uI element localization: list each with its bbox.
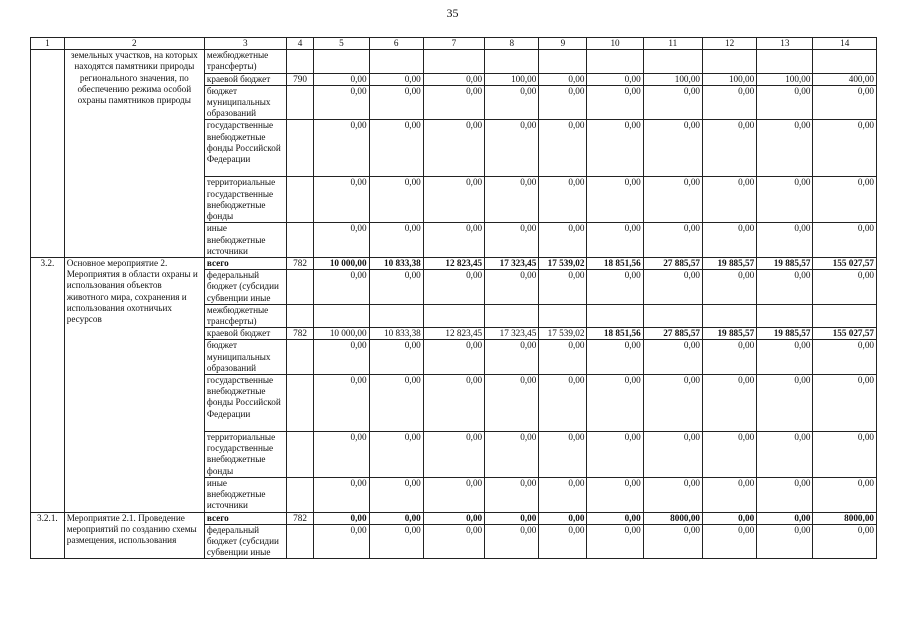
amount-cell: 0,00 — [587, 340, 643, 375]
amount-cell — [587, 304, 643, 327]
amount-cell: 0,00 — [587, 524, 643, 559]
funding-source: федеральный бюджет (субсидии субвенции иные — [204, 524, 286, 559]
amount-cell: 0,00 — [703, 120, 757, 177]
amount-cell: 0,00 — [643, 85, 702, 120]
amount-cell: 17 323,45 — [485, 328, 539, 340]
amount-cell: 155 027,57 — [813, 328, 877, 340]
amount-cell: 0,00 — [314, 85, 369, 120]
funding-source: государственные внебюджетные фонды Российской Федерации — [204, 375, 286, 432]
funding-source: всего — [204, 512, 286, 524]
amount-cell: 17 539,02 — [539, 328, 587, 340]
amount-cell: 0,00 — [369, 478, 423, 513]
amount-cell: 0,00 — [314, 524, 369, 559]
amount-cell: 19 885,57 — [703, 258, 757, 270]
amount-cell: 10 833,38 — [369, 258, 423, 270]
amount-cell: 0,00 — [643, 432, 702, 478]
amount-cell: 0,00 — [369, 524, 423, 559]
item-number — [31, 50, 65, 258]
amount-cell — [369, 50, 423, 73]
amount-cell: 0,00 — [539, 223, 587, 258]
amount-cell: 0,00 — [587, 73, 643, 85]
amount-cell: 19 885,57 — [757, 258, 813, 270]
funding-source: всего — [204, 258, 286, 270]
amount-cell: 0,00 — [369, 223, 423, 258]
budget-code — [286, 270, 314, 305]
amount-cell: 0,00 — [643, 270, 702, 305]
column-header: 3 — [204, 38, 286, 50]
column-header: 10 — [587, 38, 643, 50]
amount-cell: 0,00 — [539, 177, 587, 223]
amount-cell: 100,00 — [643, 73, 702, 85]
amount-cell: 0,00 — [314, 375, 369, 432]
amount-cell: 8000,00 — [813, 512, 877, 524]
table-row — [31, 50, 877, 73]
amount-cell: 18 851,56 — [587, 258, 643, 270]
budget-code — [286, 340, 314, 375]
amount-cell: 0,00 — [703, 524, 757, 559]
amount-cell — [485, 50, 539, 73]
amount-cell: 27 885,57 — [643, 258, 702, 270]
amount-cell: 0,00 — [485, 524, 539, 559]
budget-code — [286, 85, 314, 120]
amount-cell: 0,00 — [643, 478, 702, 513]
amount-cell — [539, 50, 587, 73]
budget-code — [286, 177, 314, 223]
amount-cell: 19 885,57 — [703, 328, 757, 340]
funding-source: иные внебюджетные источники — [204, 223, 286, 258]
amount-cell: 27 885,57 — [643, 328, 702, 340]
amount-cell: 0,00 — [643, 177, 702, 223]
amount-cell: 0,00 — [369, 270, 423, 305]
amount-cell: 0,00 — [813, 340, 877, 375]
amount-cell: 0,00 — [643, 340, 702, 375]
amount-cell: 0,00 — [757, 340, 813, 375]
amount-cell: 0,00 — [757, 478, 813, 513]
page-number: 35 — [446, 6, 459, 20]
amount-cell: 0,00 — [369, 73, 423, 85]
amount-cell: 0,00 — [813, 375, 877, 432]
budget-code: 782 — [286, 328, 314, 340]
amount-cell: 0,00 — [314, 223, 369, 258]
budget-code — [286, 524, 314, 559]
funding-source: бюджет муниципальных образований — [204, 340, 286, 375]
funding-source: межбюджетные трансферты) — [204, 304, 286, 327]
funding-source: территориальные государственные внебюджетные фонды — [204, 177, 286, 223]
item-description: Основное мероприятие 2. Мероприятия в области охраны и использования объектов животного мира, сохранения и использования охотничьих ресурсов — [64, 258, 204, 513]
column-header: 12 — [703, 38, 757, 50]
amount-cell — [813, 50, 877, 73]
amount-cell: 0,00 — [485, 120, 539, 177]
amount-cell: 0,00 — [314, 340, 369, 375]
amount-cell: 0,00 — [539, 120, 587, 177]
column-header: 1 — [31, 38, 65, 50]
amount-cell: 0,00 — [423, 223, 484, 258]
column-header: 7 — [423, 38, 484, 50]
amount-cell — [587, 50, 643, 73]
column-header: 11 — [643, 38, 702, 50]
header-row — [31, 38, 877, 50]
amount-cell: 0,00 — [813, 270, 877, 305]
amount-cell: 0,00 — [485, 375, 539, 432]
amount-cell: 0,00 — [813, 223, 877, 258]
amount-cell: 400,00 — [813, 73, 877, 85]
amount-cell: 0,00 — [423, 85, 484, 120]
table-row — [31, 258, 877, 270]
amount-cell: 12 823,45 — [423, 328, 484, 340]
amount-cell — [757, 304, 813, 327]
amount-cell: 0,00 — [703, 432, 757, 478]
amount-cell: 100,00 — [485, 73, 539, 85]
amount-cell: 0,00 — [587, 85, 643, 120]
amount-cell — [813, 304, 877, 327]
amount-cell: 0,00 — [423, 177, 484, 223]
amount-cell — [423, 304, 484, 327]
amount-cell — [643, 50, 702, 73]
amount-cell: 0,00 — [485, 223, 539, 258]
amount-cell: 0,00 — [757, 512, 813, 524]
amount-cell: 0,00 — [314, 120, 369, 177]
amount-cell: 0,00 — [423, 375, 484, 432]
amount-cell: 0,00 — [423, 340, 484, 375]
amount-cell: 0,00 — [813, 85, 877, 120]
amount-cell: 0,00 — [757, 177, 813, 223]
funding-source: межбюджетные трансферты) — [204, 50, 286, 73]
amount-cell: 0,00 — [423, 432, 484, 478]
amount-cell: 155 027,57 — [813, 258, 877, 270]
amount-cell: 0,00 — [369, 375, 423, 432]
amount-cell: 0,00 — [643, 120, 702, 177]
column-header: 6 — [369, 38, 423, 50]
budget-code — [286, 375, 314, 432]
amount-cell: 0,00 — [757, 223, 813, 258]
column-header: 13 — [757, 38, 813, 50]
amount-cell: 0,00 — [587, 512, 643, 524]
amount-cell — [539, 304, 587, 327]
amount-cell: 0,00 — [314, 512, 369, 524]
amount-cell: 0,00 — [423, 120, 484, 177]
budget-code: 782 — [286, 258, 314, 270]
amount-cell — [485, 304, 539, 327]
amount-cell: 0,00 — [813, 120, 877, 177]
amount-cell: 0,00 — [314, 270, 369, 305]
amount-cell: 10 833,38 — [369, 328, 423, 340]
amount-cell: 0,00 — [703, 375, 757, 432]
amount-cell: 0,00 — [485, 432, 539, 478]
amount-cell — [314, 304, 369, 327]
column-header: 4 — [286, 38, 314, 50]
amount-cell: 0,00 — [369, 340, 423, 375]
amount-cell: 0,00 — [587, 177, 643, 223]
amount-cell: 0,00 — [813, 478, 877, 513]
table-row — [31, 512, 877, 524]
amount-cell: 0,00 — [813, 432, 877, 478]
amount-cell: 0,00 — [587, 478, 643, 513]
amount-cell: 0,00 — [423, 524, 484, 559]
column-header: 5 — [314, 38, 369, 50]
budget-table — [30, 37, 877, 559]
funding-source: иные внебюджетные источники — [204, 478, 286, 513]
amount-cell: 0,00 — [813, 524, 877, 559]
budget-code — [286, 120, 314, 177]
amount-cell: 0,00 — [314, 432, 369, 478]
budget-code — [286, 304, 314, 327]
amount-cell — [757, 50, 813, 73]
amount-cell: 0,00 — [423, 73, 484, 85]
amount-cell: 0,00 — [757, 432, 813, 478]
amount-cell: 0,00 — [539, 512, 587, 524]
amount-cell: 0,00 — [539, 432, 587, 478]
amount-cell: 0,00 — [703, 340, 757, 375]
amount-cell: 0,00 — [587, 375, 643, 432]
amount-cell — [703, 50, 757, 73]
funding-source: территориальные государственные внебюджетные фонды — [204, 432, 286, 478]
amount-cell: 0,00 — [314, 177, 369, 223]
amount-cell: 0,00 — [369, 120, 423, 177]
amount-cell: 0,00 — [757, 375, 813, 432]
amount-cell: 0,00 — [757, 270, 813, 305]
amount-cell: 0,00 — [485, 177, 539, 223]
amount-cell: 0,00 — [423, 512, 484, 524]
budget-code — [286, 478, 314, 513]
budget-code: 782 — [286, 512, 314, 524]
amount-cell — [703, 304, 757, 327]
amount-cell: 0,00 — [485, 478, 539, 513]
amount-cell: 0,00 — [643, 524, 702, 559]
amount-cell: 0,00 — [539, 85, 587, 120]
amount-cell: 17 323,45 — [485, 258, 539, 270]
amount-cell: 0,00 — [643, 375, 702, 432]
item-number: 3.2.1. — [31, 512, 65, 559]
funding-source: краевой бюджет — [204, 73, 286, 85]
budget-code — [286, 223, 314, 258]
amount-cell — [369, 304, 423, 327]
amount-cell: 0,00 — [369, 177, 423, 223]
amount-cell — [643, 304, 702, 327]
amount-cell: 0,00 — [703, 177, 757, 223]
amount-cell: 10 000,00 — [314, 258, 369, 270]
amount-cell: 0,00 — [423, 478, 484, 513]
amount-cell: 0,00 — [703, 85, 757, 120]
item-description: земельных участков, на которых находятся памятники природы регионального значения, по обеспечению режима особой охраны памятников природы — [64, 50, 204, 258]
budget-code — [286, 50, 314, 73]
amount-cell: 0,00 — [369, 432, 423, 478]
amount-cell: 17 539,02 — [539, 258, 587, 270]
amount-cell: 0,00 — [643, 223, 702, 258]
amount-cell: 10 000,00 — [314, 328, 369, 340]
amount-cell — [314, 50, 369, 73]
item-description: Мероприятие 2.1. Проведение мероприятий по созданию схемы размещения, использования — [64, 512, 204, 559]
amount-cell: 0,00 — [485, 270, 539, 305]
amount-cell: 0,00 — [703, 512, 757, 524]
amount-cell: 0,00 — [485, 85, 539, 120]
amount-cell: 0,00 — [813, 177, 877, 223]
amount-cell: 0,00 — [587, 432, 643, 478]
funding-source: федеральный бюджет (субсидии субвенции иные — [204, 270, 286, 305]
column-header: 14 — [813, 38, 877, 50]
amount-cell: 0,00 — [539, 524, 587, 559]
amount-cell: 0,00 — [314, 73, 369, 85]
amount-cell: 100,00 — [703, 73, 757, 85]
amount-cell: 0,00 — [703, 223, 757, 258]
amount-cell: 0,00 — [703, 270, 757, 305]
item-number: 3.2. — [31, 258, 65, 513]
amount-cell: 19 885,57 — [757, 328, 813, 340]
amount-cell: 18 851,56 — [587, 328, 643, 340]
amount-cell: 0,00 — [539, 73, 587, 85]
budget-code: 790 — [286, 73, 314, 85]
amount-cell: 0,00 — [423, 270, 484, 305]
amount-cell: 0,00 — [539, 340, 587, 375]
funding-source: государственные внебюджетные фонды Российской Федерации — [204, 120, 286, 177]
funding-source: бюджет муниципальных образований — [204, 85, 286, 120]
amount-cell: 0,00 — [485, 512, 539, 524]
amount-cell: 0,00 — [539, 478, 587, 513]
column-header: 2 — [64, 38, 204, 50]
amount-cell: 12 823,45 — [423, 258, 484, 270]
amount-cell: 0,00 — [485, 340, 539, 375]
amount-cell: 0,00 — [369, 512, 423, 524]
amount-cell: 0,00 — [369, 85, 423, 120]
column-header: 9 — [539, 38, 587, 50]
amount-cell: 0,00 — [703, 478, 757, 513]
amount-cell: 0,00 — [587, 223, 643, 258]
amount-cell: 0,00 — [757, 524, 813, 559]
amount-cell: 0,00 — [587, 120, 643, 177]
funding-source: краевой бюджет — [204, 328, 286, 340]
budget-code — [286, 432, 314, 478]
amount-cell: 0,00 — [539, 270, 587, 305]
amount-cell: 0,00 — [314, 478, 369, 513]
amount-cell: 100,00 — [757, 73, 813, 85]
amount-cell: 0,00 — [587, 270, 643, 305]
amount-cell: 8000,00 — [643, 512, 702, 524]
amount-cell — [423, 50, 484, 73]
column-header: 8 — [485, 38, 539, 50]
amount-cell: 0,00 — [757, 120, 813, 177]
amount-cell: 0,00 — [539, 375, 587, 432]
amount-cell: 0,00 — [757, 85, 813, 120]
